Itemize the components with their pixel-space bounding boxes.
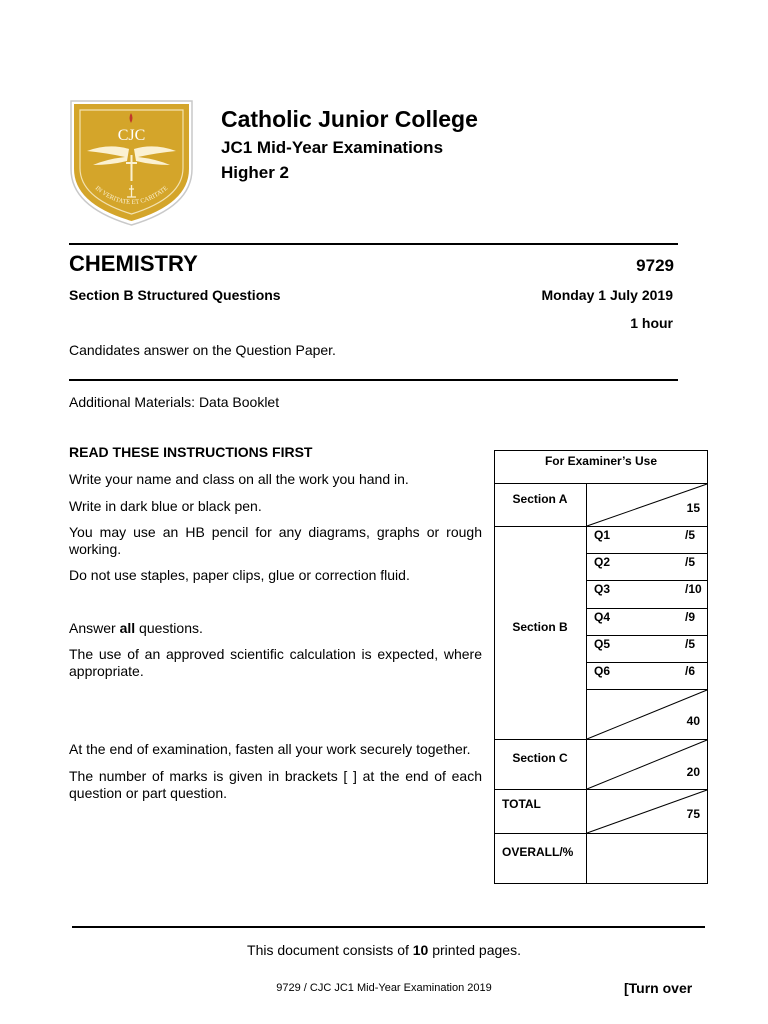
overall-label: OVERALL/% [502, 845, 574, 859]
q2-label: Q2 [594, 555, 611, 569]
college-crest-logo [69, 99, 194, 227]
instruction-pen: Write in dark blue or black pen. [69, 498, 262, 514]
candidates-note: Candidates answer on the Question Paper. [69, 342, 336, 358]
section-title: Section B Structured Questions [69, 287, 281, 303]
section-c-label: Section C [512, 751, 568, 765]
section-a-label: Section A [512, 492, 568, 506]
exam-duration: 1 hour [630, 315, 673, 331]
q5-max: /5 [685, 637, 696, 651]
instructions-heading: READ THESE INSTRUCTIONS FIRST [69, 444, 313, 460]
section-c-max: 20 [686, 765, 700, 779]
examiner-use-table [494, 450, 708, 884]
page-count-post: printed pages. [428, 942, 521, 958]
exam-level: Higher 2 [221, 163, 290, 182]
q1-max: /5 [685, 528, 696, 542]
q5-label: Q5 [594, 637, 611, 651]
crest-initials: CJC [117, 127, 146, 144]
section-b-label: Section B [512, 620, 568, 634]
q6-max: /6 [685, 664, 696, 678]
instruction-name-class: Write your name and class on all the work you hand in. [69, 471, 409, 487]
section-a-max: 15 [686, 501, 700, 515]
instruction-answer-all [69, 620, 482, 637]
divider-top [69, 243, 678, 245]
answer-all-emphasis: all [119, 620, 136, 636]
page-count-pre: This document consists of [247, 942, 413, 958]
crest-motto: IN VERITATE ET CARITATE [93, 184, 170, 207]
page-count-note [0, 942, 768, 958]
footer-paper-code: 9729 / CJC JC1 Mid-Year Examination 2019 [276, 982, 492, 994]
examiner-table-title: For Examiner’s Use [544, 454, 658, 468]
answer-all-pre: Answer [69, 620, 120, 636]
divider-middle [69, 379, 678, 381]
college-name: Catholic Junior College [221, 106, 478, 132]
divider-footer [72, 926, 705, 928]
total-max: 75 [686, 807, 700, 821]
q3-max: /10 [685, 582, 702, 596]
turn-over-label: [Turn over [624, 980, 693, 996]
q3-label: Q3 [594, 582, 611, 596]
total-label: TOTAL [502, 797, 541, 811]
section-b-subtotal: 40 [686, 714, 700, 728]
q4-label: Q4 [594, 610, 611, 624]
instruction-calculator: The use of an approved scientific calculation is expected, where appropriate. [69, 646, 482, 679]
additional-materials: Additional Materials: Data Booklet [69, 394, 280, 410]
answer-all-post: questions. [135, 620, 203, 636]
instruction-marks: The number of marks is given in brackets [ ] at the end of each question or part question. [69, 768, 482, 801]
exam-title: JC1 Mid-Year Examinations [221, 138, 444, 157]
exam-date: Monday 1 July 2019 [541, 287, 673, 303]
instruction-staples: Do not use staples, paper clips, glue or correction fluid. [69, 567, 410, 583]
q1-label: Q1 [594, 528, 611, 542]
q4-max: /9 [685, 610, 696, 624]
subject-title: CHEMISTRY [69, 251, 198, 276]
q6-label: Q6 [594, 664, 611, 678]
instruction-fasten: At the end of examination, fasten all your work securely together. [69, 741, 471, 757]
subject-code: 9729 [636, 256, 674, 275]
q2-max: /5 [685, 555, 696, 569]
page-count-number: 10 [412, 942, 429, 958]
instruction-pencil: You may use an HB pencil for any diagrams, graphs or rough working. [69, 524, 482, 557]
